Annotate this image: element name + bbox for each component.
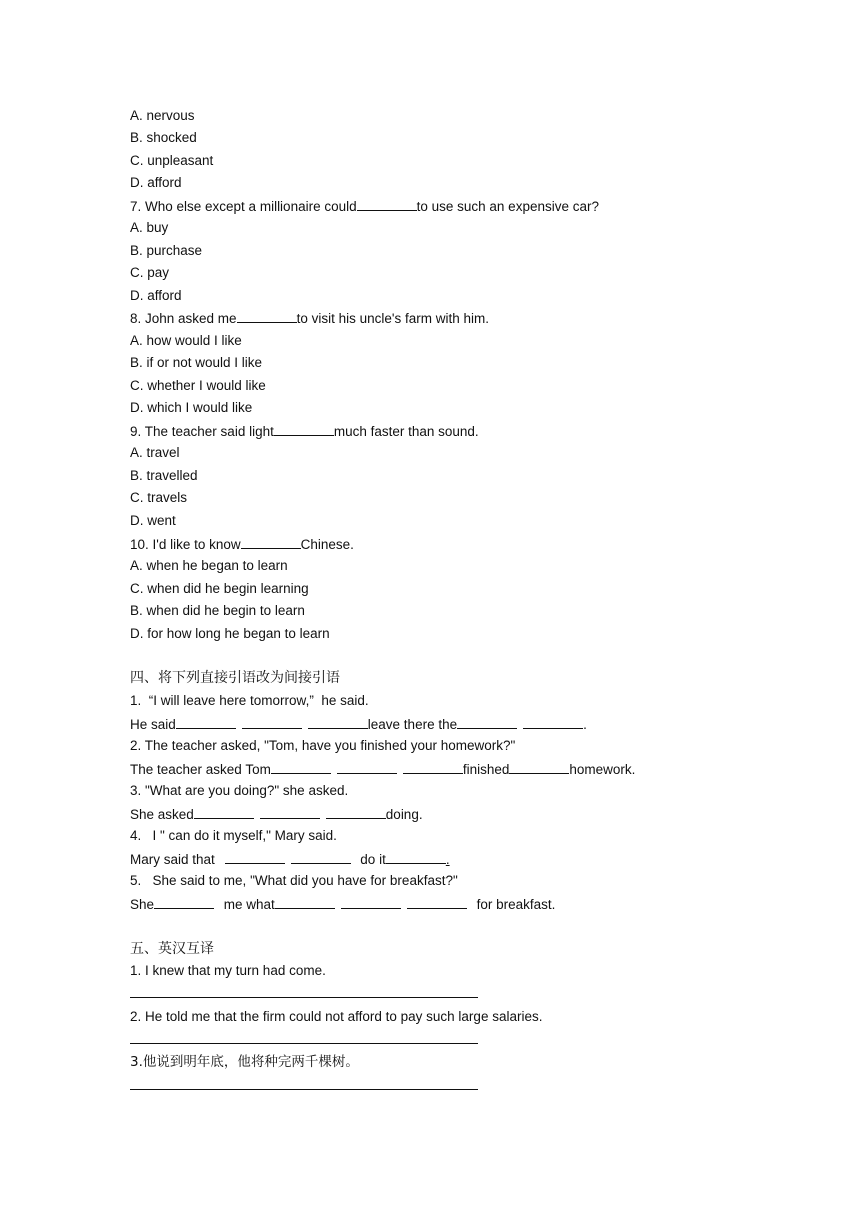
answer-line bbox=[130, 997, 478, 998]
question-10 bbox=[130, 535, 354, 554]
s4-item-4-prompt: 4. I " can do it myself," Mary said. bbox=[130, 828, 337, 843]
answer-blank bbox=[386, 850, 446, 864]
q8-option-a: A. how would I like bbox=[130, 333, 242, 348]
answer-text: homework. bbox=[569, 762, 636, 777]
s4-item-3-answer bbox=[130, 805, 423, 824]
q7-option-d: D. afford bbox=[130, 288, 182, 303]
answer-blank bbox=[194, 805, 254, 819]
answer-text: me what bbox=[220, 897, 275, 912]
answer-blank bbox=[407, 895, 467, 909]
answer-blank bbox=[260, 805, 320, 819]
q10-text-before: 10. I'd like to know bbox=[130, 537, 241, 552]
answer-text: She bbox=[130, 897, 155, 912]
answer-text: He said bbox=[130, 717, 176, 732]
answer-blank bbox=[308, 715, 368, 729]
s4-item-4-answer bbox=[130, 850, 450, 869]
s4-item-2-answer bbox=[130, 760, 635, 779]
q8-text-after: to visit his uncle's farm with him. bbox=[296, 311, 489, 326]
s4-item-3-prompt: 3. "What are you doing?" she asked. bbox=[130, 783, 349, 798]
answer-blank bbox=[326, 805, 386, 819]
answer-text: doing. bbox=[385, 807, 423, 822]
q7-option-a: A. buy bbox=[130, 220, 169, 235]
answer-text: She asked bbox=[130, 807, 194, 822]
answer-blank bbox=[225, 850, 285, 864]
q9-option-b: B. travelled bbox=[130, 468, 198, 483]
answer-line bbox=[130, 1043, 478, 1044]
s4-item-1-prompt: 1. “I will leave here tomorrow,” he said. bbox=[130, 693, 369, 708]
answer-blank bbox=[291, 850, 351, 864]
q10-text-after: Chinese. bbox=[300, 537, 354, 552]
answer-line bbox=[130, 1089, 478, 1090]
section-5-heading: 五、英汉互译 bbox=[130, 941, 214, 957]
q6-option-d: D. afford bbox=[130, 175, 182, 190]
answer-blank bbox=[271, 760, 331, 774]
answer-blank bbox=[242, 715, 302, 729]
answer-text: . bbox=[583, 717, 587, 732]
s4-item-2-prompt: 2. The teacher asked, "Tom, have you finished your homework?" bbox=[130, 738, 516, 753]
q7-text-after: to use such an expensive car? bbox=[416, 199, 599, 214]
answer-blank bbox=[237, 309, 297, 323]
answer-blank bbox=[509, 760, 569, 774]
answer-blank bbox=[275, 895, 335, 909]
answer-text: finished bbox=[462, 762, 510, 777]
question-9 bbox=[130, 422, 479, 441]
answer-blank bbox=[523, 715, 583, 729]
answer-text: The teacher asked Tom bbox=[130, 762, 271, 777]
answer-blank bbox=[341, 895, 401, 909]
answer-text: . bbox=[445, 852, 450, 867]
s5-item-2: 2. He told me that the firm could not afford to pay such large salaries. bbox=[130, 1009, 543, 1024]
answer-blank bbox=[357, 197, 417, 211]
q10-option-2: C. when did he begin learning bbox=[130, 581, 309, 596]
answer-blank bbox=[274, 422, 334, 436]
s5-item-1: 1. I knew that my turn had come. bbox=[130, 963, 326, 978]
q8-option-d: D. which I would like bbox=[130, 400, 253, 415]
q9-option-d: D. went bbox=[130, 513, 176, 528]
answer-blank bbox=[403, 760, 463, 774]
answer-text: for breakfast. bbox=[472, 897, 556, 912]
q10-option-1: A. when he began to learn bbox=[130, 558, 288, 573]
s4-item-5-answer bbox=[130, 895, 555, 914]
answer-blank bbox=[176, 715, 236, 729]
q9-option-c: C. travels bbox=[130, 490, 188, 505]
q8-text-before: 8. John asked me bbox=[130, 311, 237, 326]
answer-text: do it bbox=[356, 852, 386, 867]
s4-item-1-answer bbox=[130, 715, 587, 734]
s5-item-3: 3.他说到明年底，他将种完两千棵树。 bbox=[130, 1054, 359, 1070]
q7-option-c: C. pay bbox=[130, 265, 170, 280]
answer-blank bbox=[241, 535, 301, 549]
question-7 bbox=[130, 197, 599, 216]
answer-blank bbox=[457, 715, 517, 729]
q6-option-b: B. shocked bbox=[130, 130, 197, 145]
answer-text: Mary said that bbox=[130, 852, 219, 867]
answer-text: leave there the bbox=[367, 717, 458, 732]
answer-blank bbox=[337, 760, 397, 774]
q6-option-a: A. nervous bbox=[130, 108, 195, 123]
q9-text-before: 9. The teacher said light bbox=[130, 424, 274, 439]
q9-text-after: much faster than sound. bbox=[333, 424, 479, 439]
q6-option-c: C. unpleasant bbox=[130, 153, 214, 168]
answer-blank bbox=[154, 895, 214, 909]
section-4-heading: 四、将下列直接引语改为间接引语 bbox=[130, 670, 340, 686]
q8-option-c: C. whether I would like bbox=[130, 378, 266, 393]
q10-option-3: B. when did he begin to learn bbox=[130, 603, 305, 618]
q7-option-b: B. purchase bbox=[130, 243, 203, 258]
q7-text-before: 7. Who else except a millionaire could bbox=[130, 199, 357, 214]
s4-item-5-prompt: 5. She said to me, "What did you have for breakfast?" bbox=[130, 873, 458, 888]
q8-option-b: B. if or not would I like bbox=[130, 355, 263, 370]
q9-option-a: A. travel bbox=[130, 445, 180, 460]
question-8 bbox=[130, 309, 489, 328]
q10-option-4: D. for how long he began to learn bbox=[130, 626, 330, 641]
